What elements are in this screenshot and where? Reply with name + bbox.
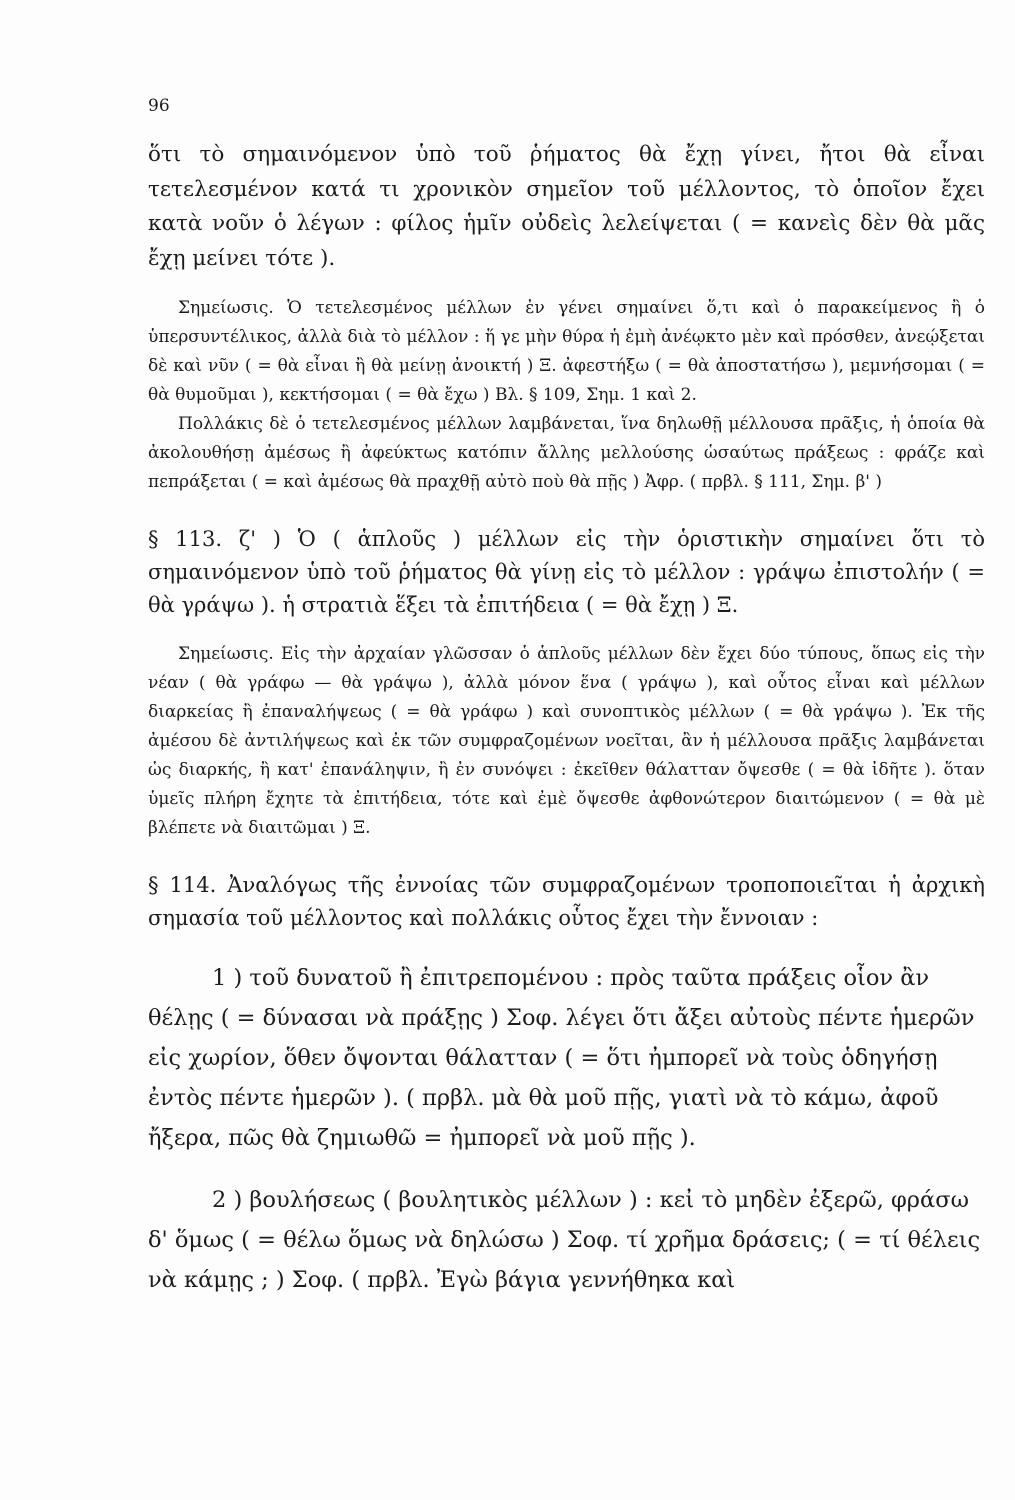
item-1 (148, 958, 985, 1158)
section-113-text: § 113. ζ' ) Ὁ ( ἁπλοῦς ) μέλλων εἰς τὴν ὁριστικὴν σημαίνει ὅτι τὸ σημαινόμενον ὑπὸ τοῦ ῥήματος θὰ γίνῃ εἰς τὸ μέλλον : γράψω ἐπιστολήν ( = θὰ γράψω ). ἡ στρατιὰ ἕξει τὰ ἐπιτήδεια ( = θὰ ἔχῃ ) Ξ. (148, 527, 985, 617)
note-1-text: Σημείωσις. Ὁ τετελεσμένος μέλλων ἐν γένει σημαίνει ὅ,τι καὶ ὁ παρακείμενος ἢ ὁ ὑπερσυντέλικος, ἀλλὰ διὰ τὸ μέλλον : ἥ γε μὴν θύρα ἡ ἐμὴ ἀνέῳκτο μὲν καὶ πρόσθεν, ἀνεῴξεται δὲ καὶ νῦν ( = θὰ εἶναι ἢ θὰ μείνῃ ἀνοικτή ) Ξ. ἀφεστήξω ( = θὰ ἀποστατήσω ), μεμνήσομαι ( = θὰ θυμοῦμαι ), κεκτήσομαι ( = θὰ ἔχω ) Βλ. § 109, Σημ. 1 καὶ 2. (148, 298, 985, 405)
note-2-text: Πολλάκις δὲ ὁ τετελεσμένος μέλλων λαμβάνεται, ἵνα δηλωθῇ μέλλουσα πρᾶξις, ἡ ὁποία θὰ ἀκολουθήσῃ ἀμέσως ἢ ἀφεύκτως κατόπιν ἄλλης μελλούσης ὡσαύτως πράξεως : φράζε καὶ πεπράξεται ( = καὶ ἀμέσως θὰ πραχθῇ αὐτὸ ποὺ θὰ πῇς ) Ἀφρ. ( πρβλ. § 111, Σημ. β' ) (148, 414, 985, 492)
page-number: 96 (148, 96, 170, 116)
note-2 (148, 410, 985, 497)
paragraph-top (148, 138, 985, 276)
note-3-text: Σημείωσις. Εἰς τὴν ἀρχαίαν γλῶσσαν ὁ ἁπλοῦς μέλλων δὲν ἔχει δύο τύπους, ὅπως εἰς τὴν νέαν ( θὰ γράφω — θὰ γράψω ), ἀλλὰ μόνον ἕνα ( γράψω ), καὶ οὗτος εἶναι καὶ μέλλων διαρκείας ἢ ἐπαναλήψεως ( = θὰ γράφω ) καὶ συνοπτικὸς μέλλων ( = θὰ γράψω ). Ἐκ τῆς ἀμέσου δὲ ἀντιλήψεως καὶ ἐκ τῶν συμφραζομένων νοεῖται, ἂν ἡ μέλλουσα πρᾶξις λαμβάνεται ὡς διαρκής, ἢ κατ' ἐπανάληψιν, ἢ ἐν συνόψει : ἐκεῖθεν θάλατταν ὄψεσθε ( = θὰ ἰδῆτε ). ὅταν ὑμεῖς πλήρη ἔχητε τὰ ἐπιτήδεια, τότε καὶ ἐμὲ ὄψεσθε ἀφθονώτερον διαιτώμενον ( = θὰ μὲ βλέπετε νὰ διαιτῶμαι ) Ξ. (148, 644, 985, 838)
item-2 (148, 1180, 985, 1300)
item-2-text: 2 ) βουλήσεως ( βουλητικὸς μέλλων ) : κεἰ τὸ μηδὲν ἐξερῶ, φράσω δ' ὅμως ( = θέλω ὅμως νὰ δηλώσω ) Σοφ. τί χρῆμα δράσεις; ( = τί θέλεις νὰ κάμῃς ; ) Σοφ. ( πρβλ. Ἐγὼ βάγια γεννήθηκα καὶ (148, 1187, 981, 1293)
paragraph-top-text: ὅτι τὸ σημαινόμενον ὑπὸ τοῦ ῥήματος θὰ ἔχῃ γίνει, ἤτοι θὰ εἶναι τετελεσμένον κατά τι χρονικὸν σημεῖον τοῦ μέλλοντος, τὸ ὁποῖον ἔχει κατὰ νοῦν ὁ λέγων : φίλος ἡμῖν οὐδεὶς λελείψεται ( = κανεὶς δὲν θὰ μᾶς ἔχῃ μείνει τότε ). (148, 142, 985, 271)
section-114-text: § 114. Ἀναλόγως τῆς ἐννοίας τῶν συμφραζομένων τροποποιεῖται ἡ ἀρχικὴ σημασία τοῦ μέλλοντος καὶ πολλάκις οὗτος ἔχει τὴν ἔννοιαν : (148, 873, 985, 930)
section-114 (148, 869, 985, 935)
item-1-text: 1 ) τοῦ δυνατοῦ ἢ ἐπιτρεπομένου : πρὸς ταῦτα πράξεις οἷον ἂν θέλῃς ( = δύνασαι νὰ πράξῃς ) Σοφ. λέγει ὅτι ἄξει αὐτοὺς πέντε ἡμερῶν εἰς χωρίον, ὅθεν ὄψονται θάλατταν ( = ὅτι ἠμπορεῖ νὰ τοὺς ὁδηγήσῃ ἐντὸς πέντε ἡμερῶν ). ( πρβλ. μὰ θὰ μοῦ πῇς, γιατὶ νὰ τὸ κάμω, ἀφοῦ ἤξερα, πῶς θὰ ζημιωθῶ = ἠμπορεῖ νὰ μοῦ πῇς ). (148, 964, 975, 1151)
note-3 (148, 640, 985, 843)
section-113 (148, 523, 985, 622)
note-1 (148, 294, 985, 410)
